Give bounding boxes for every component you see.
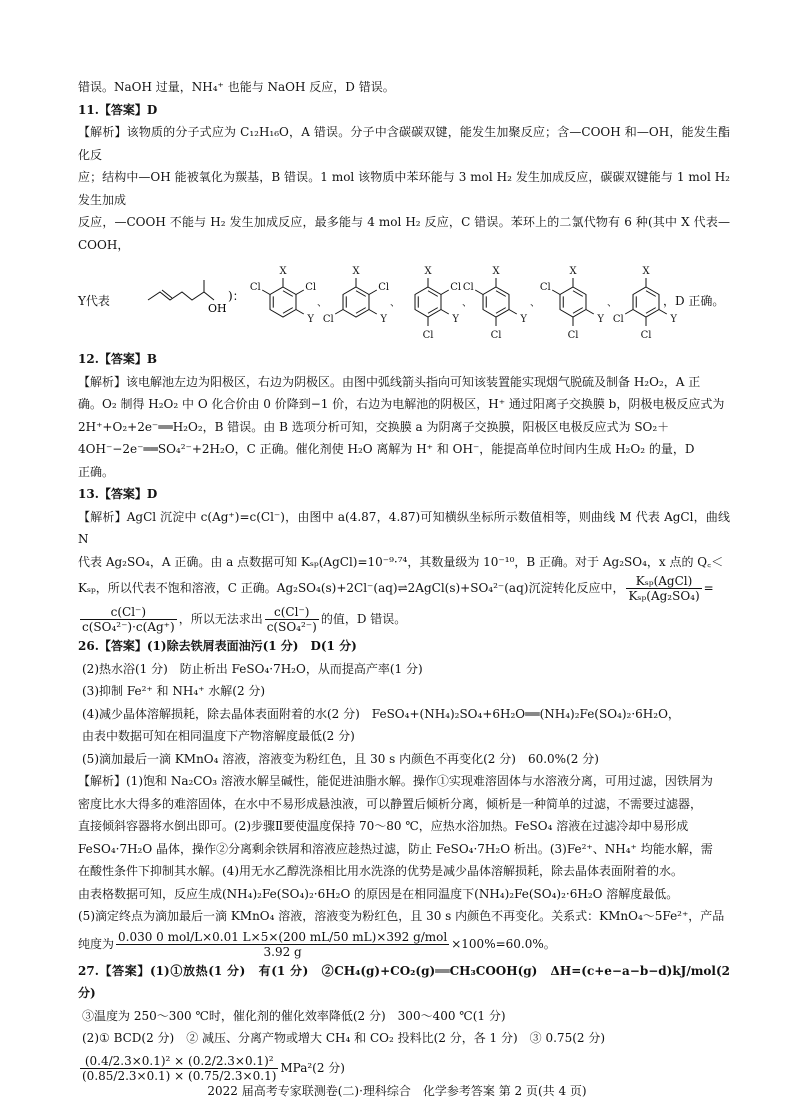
y-group-label: Y xyxy=(452,314,460,325)
conc-fraction-2 xyxy=(265,605,319,634)
y-label: Y代表 xyxy=(78,294,110,308)
fraction-numerator: c(Cl⁻) xyxy=(265,605,319,620)
kp-fraction xyxy=(80,1054,278,1083)
oh-label: OH xyxy=(208,302,227,315)
fraction-numerator: 0.030 0 mol/L×0.01 L×5×(200 mL/50 mL)×392 g/mol xyxy=(118,929,448,944)
fraction-numerator: (0.4/2.3×0.1)² × (0.2/2.3×0.1)² xyxy=(80,1054,278,1069)
text-line xyxy=(78,573,730,603)
text-span: = xyxy=(703,581,714,595)
text-line: 确。O₂ 制得 H₂O₂ 中 O 化合价由 0 价降到−1 价，右边为电解池的阴极区，H⁺ 通过阳离子交换膜 b，阴极电极反应式为 xyxy=(78,397,725,411)
substituent-bond xyxy=(552,290,560,295)
fraction-denominator: c(SO₄²⁻) xyxy=(266,620,317,634)
fraction-numerator: Kₛₚ(AgCl) xyxy=(626,574,701,589)
substituent-bond xyxy=(296,290,304,295)
y-group-label: Y xyxy=(520,314,528,325)
x-group-label: X xyxy=(642,266,650,277)
substituent-bond xyxy=(509,310,517,315)
chlorine-label: Cl xyxy=(422,330,434,341)
separator: 、 xyxy=(607,298,617,309)
text-line: 【解析】该电解池左边为阳极区，右边为阴极区。由图中弧线箭头指向可知该装置能实现烟气脱硫及制备 H₂O₂，A 正 xyxy=(78,374,701,389)
y-group-label: Y xyxy=(307,314,315,325)
fraction-numerator: c(Cl⁻) xyxy=(80,605,177,620)
substituent-bond xyxy=(441,290,449,295)
chlorine-label: Cl xyxy=(450,282,462,293)
text-line: (3)抑制 Fe²⁺ 和 NH₄⁺ 水解(2 分) xyxy=(82,684,266,698)
separator: 、 xyxy=(530,298,540,309)
substituent-bond xyxy=(369,310,377,315)
text-line: 由表格数据可知，反应生成(NH₄)₂Fe(SO₄)₂·6H₂O 的原因是在相同温度下(NH₄)₂Fe(SO₄)₂·6H₂O 溶解度最低。 xyxy=(78,886,679,901)
substituent-bond xyxy=(625,310,633,315)
substituent-bond xyxy=(262,290,270,295)
q11-tail: ，D 正确。 xyxy=(663,294,725,308)
text-span: ，所以无法求出 xyxy=(178,612,263,626)
substituent-bond xyxy=(586,310,594,315)
text-span: ×100%=60.0%。 xyxy=(451,936,556,951)
separator: 、 xyxy=(462,298,472,309)
substituent-bond xyxy=(369,290,377,295)
y-group-label: Y xyxy=(670,314,678,325)
separator: 、 xyxy=(317,298,327,309)
text-span: MPa²(2 分) xyxy=(280,1060,345,1075)
chlorine-label: Cl xyxy=(640,330,652,341)
fraction-denominator: c(SO₄²⁻)·c(Ag⁺) xyxy=(82,620,175,634)
text-line: 【解析】AgCl 沉淀中 c(Ag⁺)=c(Cl⁻)，由图中 a(4.87，4.87)可知横纵坐标所示数值相等，则曲线 M 代表 AgCl，曲线 N xyxy=(78,509,730,546)
text-line: 由表中数据可知在相同温度下产物溶解度最低(2 分) xyxy=(82,729,355,743)
text-line xyxy=(78,928,730,960)
q11-answer: 11.【答案】D xyxy=(78,102,158,117)
benzene-ring xyxy=(633,287,659,317)
svg-text:)：: )： xyxy=(228,289,245,303)
chlorine-label: Cl xyxy=(490,330,502,341)
text-line: 应；结构中—OH 能被氧化为羰基，B 错误。1 mol 该物质中苯环能与 3 mol H₂ 发生加成反应，碳碳双键能与 1 mol H₂ 发生加成 xyxy=(78,170,730,207)
text-span: Kₛₚ，所以代表不饱和溶液，C 正确。Ag₂SO₄(s)+2Cl⁻(aq)⇌2AgCl(s)+SO₄²⁻(aq)沉淀转化反应中， xyxy=(78,581,625,595)
substituent-bond xyxy=(296,310,304,315)
substituent-bond xyxy=(659,310,667,315)
text-line: (4)减少晶体溶解损耗，除去晶体表面附着的水(2 分) FeSO₄+(NH₄)₂SO₄+6H₂O══(NH₄)₂Fe(SO₄)₂·6H₂O， xyxy=(82,706,680,721)
benzene-ring xyxy=(270,287,296,317)
chlorine-label: Cl xyxy=(567,330,579,341)
text-line: ③温度为 250～300 ℃时，催化剂的催化效率降低(2 分) 300～400 ℃(1 分) xyxy=(82,1008,506,1023)
substituent-bond xyxy=(475,290,483,295)
fraction-denominator: (0.85/2.3×0.1) × (0.75/2.3×0.1) xyxy=(82,1068,277,1083)
text-line: 错误。NaOH 过量，NH₄⁺ 也能与 NaOH 反应，D 错误。 xyxy=(78,80,395,94)
substituent-bond xyxy=(441,310,449,315)
separator: 、 xyxy=(390,298,400,309)
text-line: (2)热水浴(1 分) 防止析出 FeSO₄·7H₂O，从而提高产率(1 分) xyxy=(82,661,423,676)
chlorine-label: Cl xyxy=(612,314,624,325)
text-line: 2H⁺+O₂+2e⁻══H₂O₂，B 错误。由 B 选项分析可知，交换膜 a 为阴离子交换膜，阳极区电极反应式为 SO₂＋ xyxy=(78,419,670,434)
text-span: 纯度为 xyxy=(78,936,115,951)
text-line xyxy=(78,1050,730,1086)
text-line: 正确。 xyxy=(78,464,115,479)
fraction-denominator: Kₛₚ(Ag₂SO₄) xyxy=(628,589,700,603)
answer-page xyxy=(78,76,730,1086)
text-line: 【解析】该物质的分子式应为 C₁₂H₁₆O，A 错误。分子中含碳碳双键，能发生加聚反应；含—COOH 和—OH，能发生酯化反 xyxy=(78,125,730,162)
y-group-label: Y xyxy=(597,314,605,325)
benzene-ring xyxy=(343,287,369,317)
conc-fraction xyxy=(80,605,177,634)
text-line: (2)① BCD(2 分) ② 减压、分离产物或增大 CH₄ 和 CO₂ 投料比(2 分，各 1 分) ③ 0.75(2 分) xyxy=(82,1031,606,1045)
text-line: 反应，—COOH 不能与 H₂ 发生加成反应，最多能与 4 mol H₂ 反应，C 错误。苯环上的二氯代物有 6 种(其中 X 代表—COOH， xyxy=(78,215,730,252)
chlorine-label: Cl xyxy=(462,282,474,293)
chlorine-label: Cl xyxy=(539,282,551,293)
x-group-label: X xyxy=(352,266,360,277)
y-group-label: Y xyxy=(380,314,388,325)
purity-fraction xyxy=(116,930,449,959)
fraction-denominator: 3.92 g xyxy=(263,944,302,959)
dichloro-isomers-row xyxy=(78,256,730,348)
text-line: 在酸性条件下抑制其水解。(4)用无水乙醇洗涤相比用水洗涤的优势是减少晶体溶解损耗，除去晶体表面附着的水。 xyxy=(78,864,684,878)
text-line: (5)滴定终点为滴加最后一滴 KMnO₄ 溶液，溶液变为粉红色，且 30 s 内颜色不再变化。关系式：KMnO₄～5Fe²⁺，产品 xyxy=(78,909,725,923)
ksp-ratio-fraction xyxy=(626,574,701,603)
text-line: 【解析】(1)饱和 Na₂CO₃ 溶液水解呈碱性，能促进油脂水解。操作①实现难溶固体与水溶液分离，可用过滤，因铁屑为 xyxy=(78,774,713,788)
text-span: 的值，D 错误。 xyxy=(320,612,407,626)
x-group-label: X xyxy=(492,266,500,277)
text-line: 4OH⁻−2e⁻══SO₄²⁻+2H₂O，C 正确。催化剂使 H₂O 离解为 H⁺ 和 OH⁻，能提高单位时间内生成 H₂O₂ 的量，D xyxy=(78,442,695,456)
chlorine-label: Cl xyxy=(305,282,317,293)
text-line: 直接倾斜容器将水倒出即可。(2)步骤Ⅱ要使温度保持 70～80 ℃，应热水浴加热。FeSO₄ 溶液在过滤冷却中易形成 xyxy=(78,819,689,833)
substituent-bond xyxy=(335,310,343,315)
q12-answer: 12.【答案】B xyxy=(78,352,158,366)
benzene-ring xyxy=(560,287,586,317)
chlorine-label: Cl xyxy=(249,282,261,293)
text-line xyxy=(78,603,730,635)
x-group-label: X xyxy=(279,266,287,277)
text-line: 密度比水大得多的难溶固体，在水中不易形成悬浊液，可以静置后倾析分离，倾析是一种简单的过滤，不需要过滤器， xyxy=(78,796,703,811)
benzene-ring xyxy=(415,287,441,317)
benzene-ring xyxy=(483,287,509,317)
chlorine-label: Cl xyxy=(378,282,390,293)
x-group-label: X xyxy=(569,266,577,277)
text-line: FeSO₄·7H₂O 晶体，操作②分离剩余铁屑和溶液应趁热过滤，防止 FeSO₄·7H₂O 析出。(3)Fe²⁺、NH₄⁺ 均能水解，需 xyxy=(78,841,713,856)
isomer-structures xyxy=(78,256,730,348)
q13-answer: 13.【答案】D xyxy=(78,487,158,501)
x-group-label: X xyxy=(424,266,432,277)
q27-answer: 27.【答案】(1)①放热(1 分) 有(1 分) ②CH₄(g)+CO₂(g)══CH₃COOH(g) ΔH=(c+e−a−b−d)kJ/mol(2 分) xyxy=(78,963,730,1000)
text-line: (5)滴加最后一滴 KMnO₄ 溶液，溶液变为粉红色，且 30 s 内颜色不再变化(2 分) 60.0%(2 分) xyxy=(82,751,599,766)
page-footer: 2022 届高考专家联测卷(二)·理科综合 化学参考答案 第 2 页(共 4 页) xyxy=(207,1084,587,1098)
q26-answer: 26.【答案】(1)除去铁屑表面油污(1 分) D(1 分) xyxy=(78,639,357,653)
text-line: 代表 Ag₂SO₄，A 正确。由 a 点数据可知 Kₛₚ(AgCl)=10⁻⁹·⁷⁴，其数量级为 10⁻¹⁰，B 正确。对于 Ag₂SO₄，x 点的 Q꜀＜ xyxy=(78,554,724,569)
chlorine-label: Cl xyxy=(322,314,334,325)
